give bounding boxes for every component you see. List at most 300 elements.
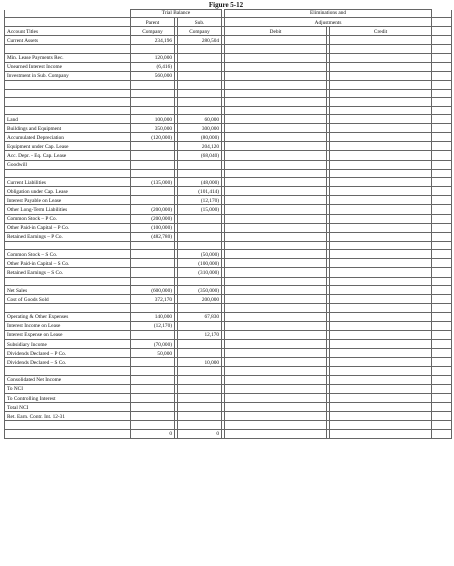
table-row xyxy=(5,232,452,241)
table-row xyxy=(5,196,452,205)
credit-cell xyxy=(330,142,432,151)
spacer xyxy=(432,375,452,384)
account-title: To Controlling Interest xyxy=(5,394,131,403)
spacer xyxy=(432,321,452,330)
table-row xyxy=(5,187,452,196)
credit-cell xyxy=(330,71,432,80)
credit-cell xyxy=(330,250,432,259)
account-title: Other Long-Term Liabilities xyxy=(5,205,131,214)
sub-amount: 60,000 xyxy=(178,115,222,124)
credit-cell xyxy=(330,62,432,71)
parent-amount xyxy=(131,259,175,268)
account-title: Current Liabilities xyxy=(5,178,131,187)
parent-amount xyxy=(131,250,175,259)
parent-amount xyxy=(131,268,175,277)
spacer xyxy=(432,169,452,178)
debit-cell xyxy=(225,205,327,214)
sub-amount: (101,414) xyxy=(178,187,222,196)
debit-cell xyxy=(225,89,327,98)
sub-amount xyxy=(178,81,222,90)
sub-amount: (80,000) xyxy=(178,133,222,142)
spacer xyxy=(432,205,452,214)
parent-amount: (600,000) xyxy=(131,286,175,295)
credit-cell xyxy=(330,98,432,107)
credit-cell xyxy=(330,429,432,438)
account-title xyxy=(5,106,131,115)
table-row xyxy=(5,151,452,160)
debit-cell xyxy=(225,151,327,160)
parent-amount: 0 xyxy=(131,429,175,438)
parent-amount: (200,000) xyxy=(131,205,175,214)
account-title: Retained Earnings – P Co. xyxy=(5,232,131,241)
account-title: Operating & Other Expenses xyxy=(5,312,131,321)
table-row xyxy=(5,205,452,214)
credit-cell xyxy=(330,45,432,54)
spacer xyxy=(432,115,452,124)
sub-amount: (15,000) xyxy=(178,205,222,214)
figure-title: Figure 5-12 xyxy=(208,1,244,9)
parent-amount: (135,000) xyxy=(131,178,175,187)
sub-amount: 0 xyxy=(178,429,222,438)
debit-cell xyxy=(225,304,327,313)
account-title: Interest Income on Lease xyxy=(5,321,131,330)
debit-cell xyxy=(225,160,327,169)
spacer xyxy=(432,403,452,412)
account-title: Investment in Sub. Company xyxy=(5,71,131,80)
table-row xyxy=(5,169,452,178)
table-row xyxy=(5,277,452,286)
credit-cell xyxy=(330,53,432,62)
credit-cell xyxy=(330,223,432,232)
table-row xyxy=(5,268,452,277)
parent-amount xyxy=(131,45,175,54)
table-row xyxy=(5,106,452,115)
sub-amount xyxy=(178,277,222,286)
parent-amount: 140,000 xyxy=(131,312,175,321)
sub-header-line2: Company xyxy=(178,27,222,36)
account-title: Dividends Declared – S Co. xyxy=(5,358,131,367)
sub-amount xyxy=(178,223,222,232)
table-row xyxy=(5,133,452,142)
sub-amount: (68,040) xyxy=(178,151,222,160)
credit-cell xyxy=(330,321,432,330)
parent-amount xyxy=(131,304,175,313)
spacer xyxy=(432,412,452,421)
account-titles-header: Account Titles xyxy=(5,27,131,36)
sub-amount: 204,120 xyxy=(178,142,222,151)
spacer xyxy=(432,53,452,62)
sub-amount: (350,000) xyxy=(178,286,222,295)
header-row-2 xyxy=(5,18,452,27)
credit-cell xyxy=(330,36,432,45)
table-row xyxy=(5,321,452,330)
credit-cell xyxy=(330,304,432,313)
debit-cell xyxy=(225,349,327,358)
account-title: Dividends Declared – P Co. xyxy=(5,349,131,358)
debit-cell xyxy=(225,45,327,54)
table-row xyxy=(5,124,452,133)
spacer xyxy=(432,421,452,430)
credit-cell xyxy=(330,124,432,133)
account-title: Unearned Interest Income xyxy=(5,62,131,71)
parent-amount xyxy=(131,187,175,196)
table-row xyxy=(5,142,452,151)
account-title: Buildings and Equipment xyxy=(5,124,131,133)
debit-cell xyxy=(225,98,327,107)
parent-amount xyxy=(131,403,175,412)
debit-cell xyxy=(225,115,327,124)
parent-amount: 234,196 xyxy=(131,36,175,45)
credit-cell xyxy=(330,160,432,169)
account-title: Net Sales xyxy=(5,286,131,295)
sub-amount: 67,830 xyxy=(178,312,222,321)
sub-amount xyxy=(178,367,222,376)
table-row xyxy=(5,330,452,339)
debit-cell xyxy=(225,340,327,349)
spacer xyxy=(432,142,452,151)
credit-cell xyxy=(330,81,432,90)
spacer xyxy=(432,71,452,80)
spacer xyxy=(432,81,452,90)
debit-cell xyxy=(225,214,327,223)
spacer xyxy=(432,340,452,349)
account-title: Other Paid-in Capital – S Co. xyxy=(5,259,131,268)
parent-amount: (200,000) xyxy=(131,214,175,223)
parent-amount xyxy=(131,367,175,376)
account-title: Common Stock – S Co. xyxy=(5,250,131,259)
table-row xyxy=(5,115,452,124)
sub-amount xyxy=(178,421,222,430)
debit-cell xyxy=(225,412,327,421)
parent-amount: 350,000 xyxy=(131,124,175,133)
debit-cell xyxy=(225,384,327,393)
parent-amount xyxy=(131,196,175,205)
spacer xyxy=(432,98,452,107)
credit-cell xyxy=(330,241,432,250)
spacer xyxy=(432,151,452,160)
spacer xyxy=(432,187,452,196)
parent-amount xyxy=(131,89,175,98)
credit-cell xyxy=(330,384,432,393)
account-title xyxy=(5,304,131,313)
parent-amount: 50,000 xyxy=(131,349,175,358)
account-title: Other Paid-in Capital – P Co. xyxy=(5,223,131,232)
account-title: Obligation under Cap. Lease xyxy=(5,187,131,196)
spacer xyxy=(432,196,452,205)
credit-cell xyxy=(330,89,432,98)
parent-amount xyxy=(131,330,175,339)
credit-cell xyxy=(330,421,432,430)
credit-cell xyxy=(330,178,432,187)
table-row xyxy=(5,36,452,45)
debit-cell xyxy=(225,169,327,178)
table-row xyxy=(5,295,452,304)
debit-cell xyxy=(225,124,327,133)
header-row-1 xyxy=(5,10,452,18)
parent-header-line1: Parent xyxy=(131,18,175,27)
parent-amount xyxy=(131,421,175,430)
sub-amount xyxy=(178,340,222,349)
account-title: Interest Expense on Lease xyxy=(5,330,131,339)
table-row xyxy=(5,259,452,268)
account-title: Accumulated Depreciation xyxy=(5,133,131,142)
spacer xyxy=(432,133,452,142)
parent-amount: 100,000 xyxy=(131,115,175,124)
spacer xyxy=(432,106,452,115)
table-row xyxy=(5,421,452,430)
parent-amount xyxy=(131,384,175,393)
account-title: Equipment under Cap. Lease xyxy=(5,142,131,151)
credit-cell xyxy=(330,403,432,412)
account-title: Common Stock – P Co. xyxy=(5,214,131,223)
debit-cell xyxy=(225,321,327,330)
account-title xyxy=(5,169,131,178)
account-title: Land xyxy=(5,115,131,124)
table-row xyxy=(5,312,452,321)
sub-amount xyxy=(178,62,222,71)
spacer xyxy=(432,36,452,45)
header-row-3 xyxy=(5,27,452,36)
parent-amount xyxy=(131,151,175,160)
table-row xyxy=(5,358,452,367)
account-title: To NCI xyxy=(5,384,131,393)
parent-amount xyxy=(131,394,175,403)
sub-amount: 280,504 xyxy=(178,36,222,45)
spacer xyxy=(432,312,452,321)
spacer xyxy=(432,286,452,295)
parent-amount xyxy=(131,160,175,169)
account-title xyxy=(5,277,131,286)
sub-amount: 200,000 xyxy=(178,295,222,304)
debit-cell xyxy=(225,142,327,151)
spacer xyxy=(432,259,452,268)
spacer xyxy=(432,232,452,241)
account-title: Goodwill xyxy=(5,160,131,169)
parent-header-line2: Company xyxy=(131,27,175,36)
debit-cell xyxy=(225,178,327,187)
sub-amount: 300,000 xyxy=(178,124,222,133)
account-title xyxy=(5,81,131,90)
parent-amount: (70,000) xyxy=(131,340,175,349)
sub-amount: 12,170 xyxy=(178,330,222,339)
table-row xyxy=(5,62,452,71)
table-row xyxy=(5,53,452,62)
debit-cell xyxy=(225,62,327,71)
debit-cell xyxy=(225,367,327,376)
credit-cell xyxy=(330,106,432,115)
sub-amount xyxy=(178,98,222,107)
account-title: Retained Earnings – S Co. xyxy=(5,268,131,277)
credit-cell xyxy=(330,205,432,214)
table-row xyxy=(5,384,452,393)
table-row xyxy=(5,89,452,98)
account-title xyxy=(5,241,131,250)
parent-amount: (6,416) xyxy=(131,62,175,71)
sub-amount xyxy=(178,45,222,54)
sub-amount: (48,000) xyxy=(178,178,222,187)
credit-cell xyxy=(330,349,432,358)
table-row xyxy=(5,367,452,376)
debit-cell xyxy=(225,295,327,304)
credit-cell xyxy=(330,187,432,196)
parent-amount: 372,170 xyxy=(131,295,175,304)
parent-amount xyxy=(131,106,175,115)
credit-cell xyxy=(330,196,432,205)
table-row xyxy=(5,340,452,349)
sub-amount xyxy=(178,160,222,169)
sub-amount xyxy=(178,349,222,358)
credit-cell xyxy=(330,133,432,142)
debit-cell xyxy=(225,375,327,384)
debit-cell xyxy=(225,358,327,367)
debit-cell xyxy=(225,403,327,412)
spacer xyxy=(432,394,452,403)
spacer xyxy=(432,349,452,358)
sub-amount: (100,000) xyxy=(178,259,222,268)
table-row xyxy=(5,394,452,403)
table-row xyxy=(5,429,452,438)
sub-amount xyxy=(178,89,222,98)
sub-amount xyxy=(178,412,222,421)
account-title: Total NCI xyxy=(5,403,131,412)
credit-cell xyxy=(330,277,432,286)
sub-amount xyxy=(178,375,222,384)
account-title xyxy=(5,98,131,107)
spacer xyxy=(432,295,452,304)
credit-cell xyxy=(330,286,432,295)
table-row xyxy=(5,178,452,187)
debit-cell xyxy=(225,421,327,430)
sub-amount xyxy=(178,214,222,223)
account-title: Acc. Depr. - Eq. Cap. Lease xyxy=(5,151,131,160)
account-title: Current Assets xyxy=(5,36,131,45)
credit-cell xyxy=(330,394,432,403)
sub-amount xyxy=(178,403,222,412)
parent-amount: (120,000) xyxy=(131,133,175,142)
table-row xyxy=(5,45,452,54)
parent-amount: (482,780) xyxy=(131,232,175,241)
account-title xyxy=(5,367,131,376)
table-row xyxy=(5,412,452,421)
eliminations-header: Eliminations and xyxy=(225,10,432,18)
spacer xyxy=(432,62,452,71)
spacer xyxy=(432,241,452,250)
adjustments-header: Adjustments xyxy=(225,18,432,27)
account-title xyxy=(5,89,131,98)
credit-cell xyxy=(330,115,432,124)
sub-amount xyxy=(178,241,222,250)
credit-cell xyxy=(330,214,432,223)
debit-cell xyxy=(225,268,327,277)
sub-amount: (12,170) xyxy=(178,196,222,205)
account-title xyxy=(5,421,131,430)
credit-cell xyxy=(330,169,432,178)
parent-amount xyxy=(131,98,175,107)
table-row xyxy=(5,98,452,107)
parent-amount xyxy=(131,375,175,384)
account-title xyxy=(5,45,131,54)
spacer xyxy=(432,178,452,187)
credit-cell xyxy=(330,330,432,339)
parent-amount: (12,170) xyxy=(131,321,175,330)
sub-amount: 10,000 xyxy=(178,358,222,367)
sub-amount xyxy=(178,321,222,330)
parent-amount: 120,000 xyxy=(131,53,175,62)
credit-cell xyxy=(330,375,432,384)
spacer xyxy=(432,124,452,133)
parent-amount xyxy=(131,142,175,151)
credit-cell xyxy=(330,312,432,321)
debit-cell xyxy=(225,36,327,45)
spacer xyxy=(432,304,452,313)
credit-cell xyxy=(330,367,432,376)
table-row xyxy=(5,375,452,384)
credit-cell xyxy=(330,295,432,304)
table-row xyxy=(5,250,452,259)
parent-amount xyxy=(131,169,175,178)
parent-amount xyxy=(131,81,175,90)
account-title xyxy=(5,429,131,438)
parent-amount xyxy=(131,241,175,250)
table-row xyxy=(5,214,452,223)
debit-cell xyxy=(225,196,327,205)
account-title: Ret. Earn. Contr. Int. 12-31 xyxy=(5,412,131,421)
sub-amount xyxy=(178,304,222,313)
spacer xyxy=(432,250,452,259)
parent-amount xyxy=(131,412,175,421)
parent-amount: 560,000 xyxy=(131,71,175,80)
credit-cell xyxy=(330,268,432,277)
parent-amount xyxy=(131,277,175,286)
table-row xyxy=(5,241,452,250)
spacer xyxy=(432,358,452,367)
debit-cell xyxy=(225,241,327,250)
sub-amount xyxy=(178,232,222,241)
account-title: Subsidiary Income xyxy=(5,340,131,349)
table-row xyxy=(5,403,452,412)
sub-amount xyxy=(178,53,222,62)
sub-amount: (310,000) xyxy=(178,268,222,277)
debit-header: Debit xyxy=(225,27,327,36)
debit-cell xyxy=(225,232,327,241)
consolidation-worksheet xyxy=(4,9,452,439)
credit-header: Credit xyxy=(330,27,432,36)
sub-amount xyxy=(178,394,222,403)
credit-cell xyxy=(330,340,432,349)
sub-amount xyxy=(178,384,222,393)
spacer xyxy=(432,214,452,223)
sub-amount xyxy=(178,71,222,80)
spacer xyxy=(432,367,452,376)
debit-cell xyxy=(225,286,327,295)
spacer xyxy=(432,268,452,277)
parent-amount: (100,000) xyxy=(131,223,175,232)
table-row xyxy=(5,81,452,90)
spacer xyxy=(432,277,452,286)
credit-cell xyxy=(330,232,432,241)
table-row xyxy=(5,223,452,232)
spacer xyxy=(432,45,452,54)
debit-cell xyxy=(225,312,327,321)
table-row xyxy=(5,304,452,313)
account-title: Min. Lease Payments Rec. xyxy=(5,53,131,62)
sub-amount xyxy=(178,106,222,115)
debit-cell xyxy=(225,394,327,403)
spacer xyxy=(432,223,452,232)
credit-cell xyxy=(330,151,432,160)
debit-cell xyxy=(225,106,327,115)
debit-cell xyxy=(225,330,327,339)
